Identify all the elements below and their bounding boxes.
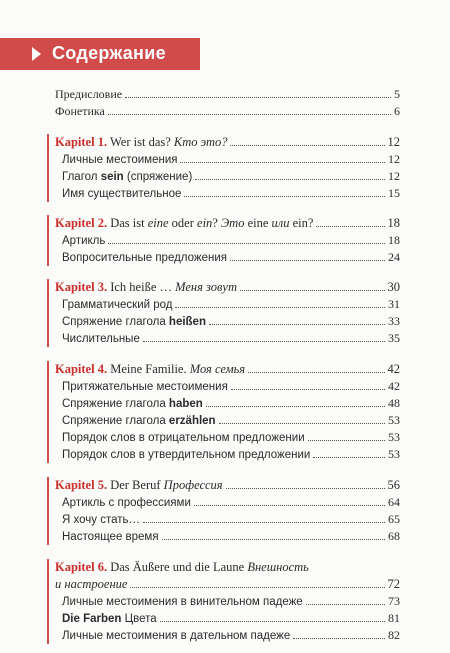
triangle-icon — [32, 47, 41, 61]
toc-subentry[interactable] — [55, 446, 400, 463]
toc-subentry[interactable] — [55, 412, 400, 429]
toc-subentry[interactable] — [55, 610, 400, 627]
page-number: 31 — [388, 297, 400, 311]
leader-dots — [293, 627, 385, 639]
chapter-title — [55, 477, 223, 494]
toc-subentry[interactable] — [55, 330, 400, 347]
kapitel-label: Kapitel 4. — [55, 362, 108, 376]
page-number: 53 — [388, 447, 400, 461]
title-part: Это — [220, 216, 245, 230]
title-russian: Моя семья — [189, 362, 246, 376]
page-number: 53 — [388, 430, 400, 444]
subentry-text: Грамматический род — [62, 299, 173, 311]
page-number: 35 — [388, 331, 400, 345]
leader-dots — [240, 279, 384, 291]
leader-dots — [108, 103, 391, 115]
leader-dots — [231, 378, 385, 390]
subentry-text: Артикль с профессиями — [62, 497, 191, 509]
page-number: 73 — [388, 594, 400, 608]
leader-dots — [313, 446, 385, 458]
leader-dots — [108, 232, 385, 244]
toc-entry-label: Предисловие — [55, 87, 123, 101]
subentry-text: Настоящее время — [62, 531, 159, 543]
page-number: 18 — [388, 233, 400, 247]
spacer — [55, 347, 400, 361]
page-number: 12 — [387, 135, 400, 149]
title-russian: Кто это? — [173, 135, 228, 149]
leader-dots — [306, 593, 385, 605]
subentry-text: (спряжение) — [123, 171, 193, 183]
subentry-text: Числительные — [62, 333, 140, 345]
title-part: ein — [197, 216, 213, 230]
subentry-bold: erzählen — [168, 415, 216, 427]
leader-dots — [308, 429, 385, 441]
toc-subentry[interactable] — [55, 313, 400, 330]
page-number: 42 — [387, 362, 400, 376]
title-part: ? — [212, 216, 221, 230]
kapitel-label: Kapitel 2. — [55, 216, 108, 230]
page-number: 15 — [388, 186, 400, 200]
leader-dots — [195, 168, 385, 180]
toc-subentry[interactable] — [55, 232, 400, 249]
page-number: 30 — [387, 280, 400, 294]
subentry-text: Личные местоимения — [62, 154, 178, 166]
subentry-text: Имя существительное — [62, 188, 182, 200]
subentry-text: Личные местоимения в дательном падеже — [62, 630, 291, 642]
leader-dots — [175, 296, 385, 308]
title-german: Meine Familie. — [110, 362, 187, 376]
page-number: 81 — [388, 611, 400, 625]
toc-entry-preface[interactable] — [55, 86, 400, 103]
leader-dots — [184, 185, 385, 197]
subentry-bold: haben — [168, 398, 203, 410]
subentry-bold: heißen — [168, 316, 206, 328]
chapter-heading[interactable] — [55, 134, 400, 151]
chapter-heading-line-1 — [55, 559, 400, 576]
page-number: 24 — [388, 250, 400, 264]
toc-subentry[interactable] — [55, 494, 400, 511]
title-german: Das Äußere und die Laune — [110, 560, 245, 574]
spacer — [55, 266, 400, 279]
subentry-text: Притяжательные местоимения — [62, 381, 228, 393]
leader-dots — [143, 330, 385, 342]
chapter-4 — [47, 361, 400, 463]
kapitel-label: Kapitel 5. — [55, 478, 108, 492]
chapter-6 — [47, 559, 400, 644]
title-russian-cont: и настроение — [55, 577, 128, 591]
title-part: Das ist — [110, 216, 148, 230]
title-german: Der Beruf — [110, 478, 161, 492]
page-number: 56 — [387, 478, 400, 492]
page-title: Содержание — [52, 43, 166, 63]
toc-subentry[interactable] — [55, 593, 400, 610]
toc-subentry[interactable] — [55, 627, 400, 644]
title-part: eine — [147, 216, 169, 230]
subentry-text: Спряжение глагола — [62, 415, 169, 427]
page-number: 6 — [394, 104, 400, 118]
toc-subentry[interactable] — [55, 168, 400, 185]
leader-dots — [209, 313, 385, 325]
subentry-text: Цвета — [121, 613, 157, 625]
spacer — [55, 463, 400, 477]
page-number: 18 — [387, 216, 400, 230]
subentry-text: Артикль — [62, 235, 106, 247]
page-number: 82 — [388, 628, 400, 642]
leader-dots — [316, 215, 384, 227]
subentry-text: Порядок слов в отрицательном предложении — [62, 432, 305, 444]
leader-dots — [125, 86, 391, 98]
subentry-text: Личные местоимения в винительном падеже — [62, 596, 303, 608]
subentry-bold: sein — [100, 171, 124, 183]
chapter-title — [55, 215, 313, 232]
chapter-heading[interactable] — [55, 215, 400, 232]
page-number: 48 — [388, 396, 400, 410]
leader-dots — [180, 151, 385, 163]
leader-dots — [194, 494, 385, 506]
chapter-heading[interactable] — [55, 576, 400, 593]
page-number: 72 — [387, 577, 400, 591]
kapitel-label: Kapitel 6. — [55, 560, 108, 574]
title-part: ein? — [289, 216, 314, 230]
page-number: 42 — [388, 379, 400, 393]
subentry-text: Глагол — [62, 171, 101, 183]
spacer — [55, 202, 400, 215]
chapter-1 — [47, 134, 400, 202]
contents-banner — [0, 38, 200, 70]
title-part: или — [271, 216, 290, 230]
title-russian: Внешность — [247, 560, 309, 574]
toc-subentry[interactable] — [55, 185, 400, 202]
toc-subentry[interactable] — [55, 296, 400, 313]
page-number: 68 — [388, 529, 400, 543]
table-of-contents — [55, 86, 400, 644]
chapter-2 — [47, 215, 400, 266]
chapter-heading[interactable] — [55, 279, 400, 296]
page-number: 65 — [388, 512, 400, 526]
page-number: 33 — [388, 314, 400, 328]
chapter-heading[interactable] — [55, 361, 400, 378]
spacer — [55, 545, 400, 559]
leader-dots — [219, 412, 385, 424]
chapter-3 — [47, 279, 400, 347]
title-russian: Профессия — [163, 478, 223, 492]
page-number: 53 — [388, 413, 400, 427]
leader-dots — [226, 477, 385, 489]
leader-dots — [143, 511, 385, 523]
chapter-title — [55, 134, 227, 151]
subentry-text: Спряжение глагола — [62, 398, 169, 410]
leader-dots — [230, 134, 384, 146]
toc-subentry[interactable] — [55, 378, 400, 395]
toc-subentry[interactable] — [55, 528, 400, 545]
chapter-5 — [47, 477, 400, 545]
page-number: 5 — [394, 87, 400, 101]
title-russian: Меня зовут — [175, 280, 238, 294]
subentry-text: Спряжение глагола — [62, 316, 169, 328]
leader-dots — [162, 528, 385, 540]
subentry-text: Я хочу стать… — [62, 514, 140, 526]
leader-dots — [230, 249, 385, 261]
toc-subentry[interactable] — [55, 151, 400, 168]
page-number: 12 — [388, 169, 400, 183]
toc-subentry[interactable] — [55, 429, 400, 446]
subentry-text: Вопросительные предложения — [62, 252, 227, 264]
toc-subentry[interactable] — [55, 511, 400, 528]
chapter-heading[interactable] — [55, 477, 400, 494]
leader-dots — [248, 361, 384, 373]
chapter-title — [55, 279, 237, 296]
kapitel-label: Kapitel 3. — [55, 280, 108, 294]
subentry-bold: Die Farben — [62, 613, 122, 625]
title-part: eine — [244, 216, 272, 230]
toc-entry-phonetics[interactable] — [55, 103, 400, 120]
title-german: Ich heiße … — [110, 280, 172, 294]
toc-entry-label: Фонетика — [55, 104, 105, 118]
title-part: oder — [168, 216, 198, 230]
toc-subentry[interactable] — [55, 249, 400, 266]
leader-dots — [160, 610, 385, 622]
page-number: 64 — [388, 495, 400, 509]
title-german: Wer ist das? — [110, 135, 171, 149]
leader-dots — [206, 395, 385, 407]
spacer — [55, 120, 400, 134]
page-number: 12 — [388, 152, 400, 166]
kapitel-label: Kapitel 1. — [55, 135, 108, 149]
toc-subentry[interactable] — [55, 395, 400, 412]
leader-dots — [130, 576, 384, 588]
subentry-text: Порядок слов в утвердительном предложении — [62, 449, 311, 461]
chapter-title — [55, 361, 245, 378]
